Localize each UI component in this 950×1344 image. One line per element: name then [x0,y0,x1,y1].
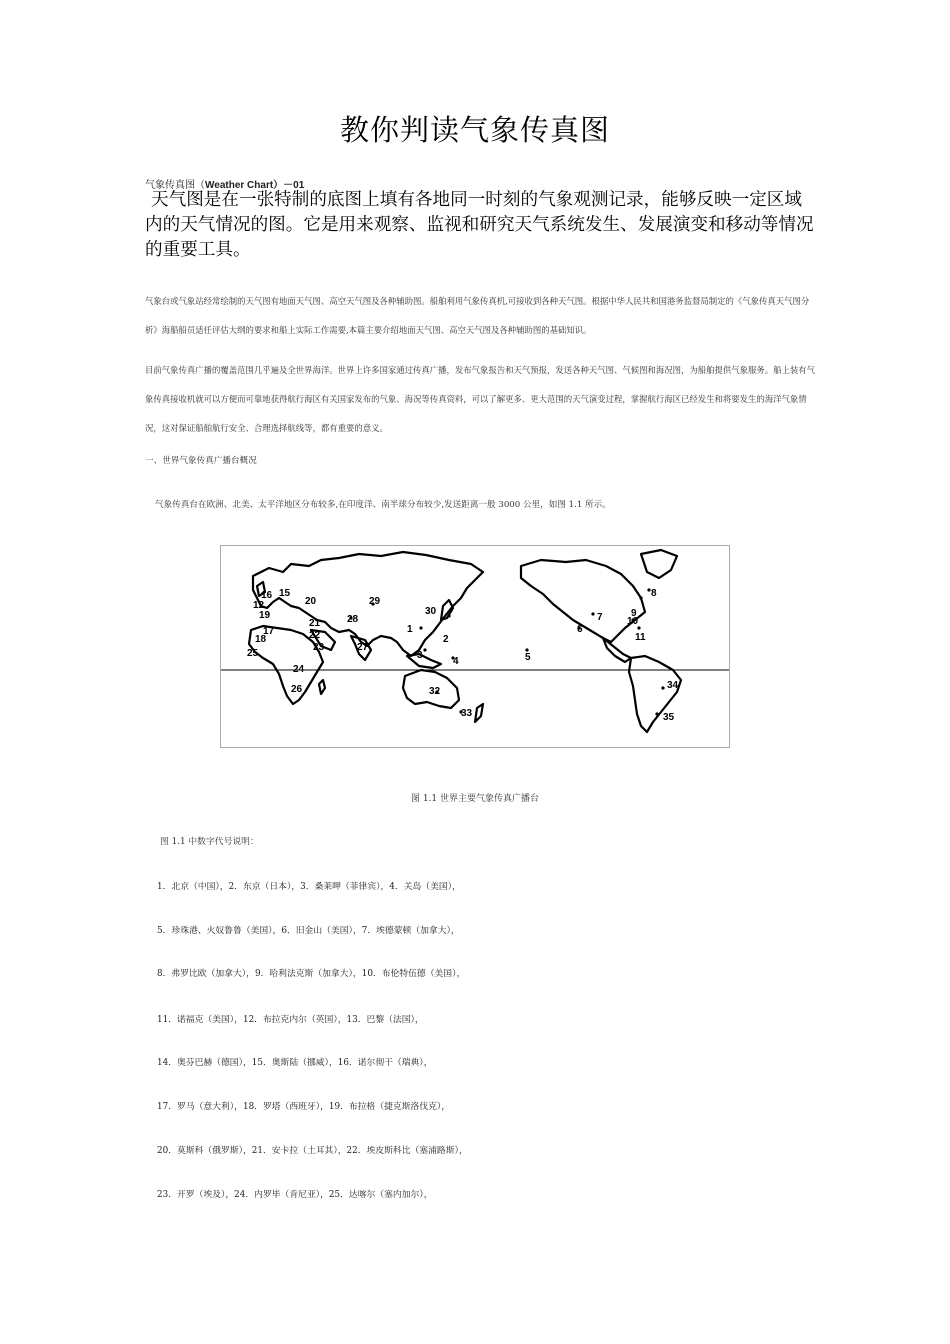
station-label-3: 3 [417,650,423,661]
station-label-32: 32 [429,686,441,697]
japan-outline [441,600,453,620]
new-zealand-outline [475,704,483,722]
subheading-tail: ）－01 [273,180,305,191]
station-label-23: 23 [313,642,325,653]
lead-paragraph: 天气图是在一张特制的底图上填有各地同一时刻的气象观测记录，能够反映一定区域内的天气情况的图。它是用来观察、监视和研究天气系统发生、发展演变和移动等情况的重要工具。 [145,190,814,260]
station-label-18: 18 [255,634,267,645]
world-map-figure [220,545,730,748]
station-label-4: 4 [453,656,459,667]
document-title: 教你判读气象传真图 [339,113,610,147]
greenland-outline [641,550,677,578]
legend-line: 20．莫斯科（俄罗斯），21．安卡拉（土耳其），22．埃皮斯科比（塞浦路斯）， [157,1146,468,1156]
station-label-20: 20 [305,596,317,607]
subheading-cn: 气象传真图（ [145,180,205,191]
central-america-outline [603,638,631,662]
station-label-30: 30 [425,606,437,617]
station-label-29: 29 [369,596,381,607]
legend-line: 8．弗罗比欧（加拿大），9．哈利法克斯（加拿大），10．布伦特伍德（美国）， [157,969,466,979]
world-map [221,546,729,747]
station-label-25: 25 [247,648,259,659]
station-label-12: 12 [253,600,265,611]
station-label-16: 16 [261,590,273,601]
station-label-10: 10 [627,616,639,627]
station-dots [349,588,664,715]
station-label-6: 6 [577,624,583,635]
station-label-8: 8 [651,588,657,599]
subheading-en: Weather Chart [205,180,274,191]
station-label-34: 34 [667,680,679,691]
station-label-22: 22 [309,630,321,641]
station-label-27: 27 [357,642,369,653]
legend-title: 图 1.1 中数字代号说明： [160,837,259,847]
station-label-19: 19 [259,610,271,621]
station-label-24: 24 [293,664,305,675]
sea-islands-outline [407,654,441,668]
legend-line: 1．北京（中国），2．东京（日本），3．桑莱呷（菲律宾），4．关岛（美国）， [157,882,461,892]
station-label-7: 7 [597,612,603,623]
legend-line: 17．罗马（意大利），18．罗塔（西班牙），19．布拉格（捷克斯洛伐克）， [157,1102,451,1112]
paragraph-1: 气象台或气象站经常绘制的天气图有地面天气图、高空天气图及各种辅助图。船舶利用气象传真机,可接收到各种天气图。根据中华人民共和国港务监督局制定的《气象传真天气图分析》海船船员适任评估大纲的要求和船上实际工作需要,本篇主要介绍地面天气图、高空天气图及各种辅助图的基础知识。 [145,296,810,335]
legend-line: 11．诺福克（美国），12．布拉克内尔（英国），13．巴黎（法国）， [157,1015,424,1025]
legend-line: 5．珍珠港、火奴鲁鲁（美国），6．旧金山（美国），7．埃德蒙顿（加拿大）， [157,926,460,936]
station-label-21: 21 [309,618,321,629]
legend-line: 23．开罗（埃及），24．内罗毕（肯尼亚），25．达喀尔（塞内加尔）， [157,1190,433,1200]
station-label-17: 17 [263,626,275,637]
figure-caption: 图 1.1 世界主要气象传真广播台 [410,794,540,804]
station-label-28: 28 [347,614,359,625]
madagascar-outline [319,680,325,694]
paragraph-3: 气象传真台在欧洲、北美、太平洋地区分布较多,在印度洋、南半球分布较少,发送距离一般 3000 公里，如图 1.1 所示。 [155,500,611,510]
station-label-33: 33 [461,708,473,719]
station-label-2: 2 [443,634,449,645]
station-label-26: 26 [291,684,303,695]
section-heading: 一、世界气象传真广播台概况 [145,456,257,466]
legend-line: 14．奥芬巴赫（德国），15．奥斯陆（挪威），16．诺尔彻干（瑞典）， [157,1058,433,1068]
station-label-15: 15 [279,588,291,599]
station-label-11: 11 [635,632,646,643]
station-label-5: 5 [525,652,531,663]
paragraph-2: 目前气象传真广播的覆盖范围几乎遍及全世界海洋。世界上许多国家通过传真广播，发布气象报告和天气预报，发送各种天气图、气候图和海况图，为船舶提供气象服务。船上装有气象传真接收机就可以方便而可靠地获得航行海区有关国家发布的气象、海况等传真资料，可以了解更多、更大范围的天气演变过程，掌握航行海区已经发生和将要发生的海洋气象情况，这对保证船舶航行安全、合理选择航线等，都有重要的意义。 [145,365,815,433]
station-label-9: 9 [631,608,637,619]
station-label-35: 35 [663,712,675,723]
north-america-outline [521,560,645,642]
station-label-1: 1 [407,624,413,635]
